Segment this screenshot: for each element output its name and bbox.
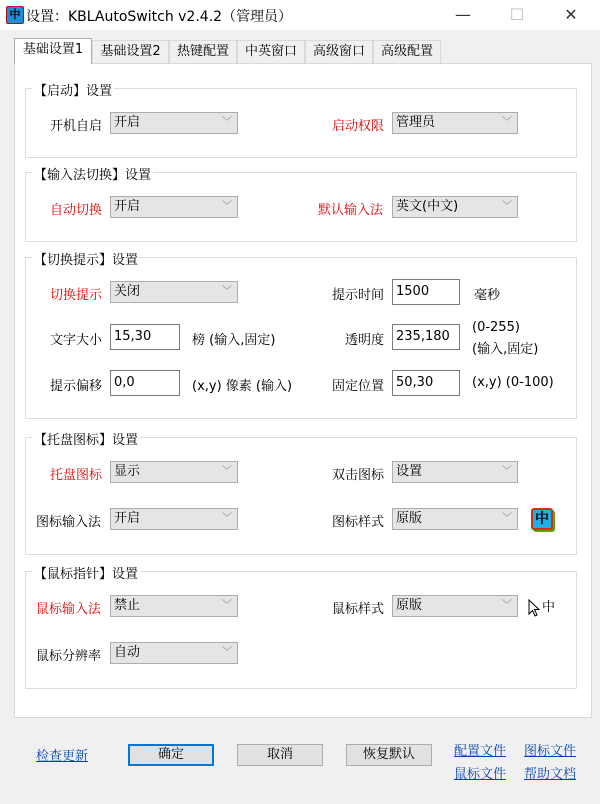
mouse-ime-select[interactable]: 禁止 ﹀ bbox=[110, 595, 238, 617]
help-doc-link[interactable]: 帮助文档 bbox=[524, 767, 577, 782]
reset-button[interactable]: 恢复默认 bbox=[346, 744, 432, 766]
check-update-link[interactable]: 检查更新 bbox=[36, 749, 89, 764]
icon-style-select[interactable]: 原版 ﹀ bbox=[392, 508, 518, 530]
icon-ime-select[interactable]: 开启 ﹀ bbox=[110, 508, 238, 530]
font-size-input[interactable]: 15,30 bbox=[110, 324, 180, 350]
chevron-down-icon: ﹀ bbox=[502, 513, 512, 524]
cursor-preview: 中 bbox=[528, 596, 555, 617]
chevron-down-icon: ﹀ bbox=[222, 466, 232, 477]
chevron-down-icon: ﹀ bbox=[222, 513, 232, 524]
tab-cn-en-window[interactable]: 中英窗口 bbox=[237, 40, 305, 63]
minimize-button[interactable]: — bbox=[455, 5, 471, 24]
dblclick-select[interactable]: 设置 ﹀ bbox=[392, 461, 518, 483]
autostart-select[interactable]: 开启 ﹀ bbox=[110, 112, 238, 134]
mouse-style-label: 鼠标样式 bbox=[332, 602, 385, 617]
mouse-res-select[interactable]: 自动 ﹀ bbox=[110, 642, 238, 664]
maximize-button[interactable]: ☐ bbox=[509, 5, 525, 24]
fixed-pos-label: 固定位置 bbox=[332, 379, 385, 394]
opacity-input[interactable]: 235,180 bbox=[392, 324, 460, 350]
title-bar bbox=[0, 0, 600, 30]
opacity-mode-hint: (输入,固定) bbox=[472, 342, 539, 357]
app-icon: 中 bbox=[6, 6, 24, 24]
cursor-arrow-icon bbox=[528, 599, 542, 617]
cancel-button[interactable]: 取消 bbox=[237, 744, 323, 766]
tab-advanced-window[interactable]: 高级窗口 bbox=[305, 40, 373, 63]
chevron-down-icon: ﹀ bbox=[502, 466, 512, 477]
icon-file-link[interactable]: 图标文件 bbox=[524, 744, 577, 759]
chevron-down-icon: ﹀ bbox=[222, 600, 232, 611]
ok-button[interactable]: 确定 bbox=[128, 744, 214, 766]
fixed-pos-input[interactable]: 50,30 bbox=[392, 370, 460, 396]
chevron-down-icon: ﹀ bbox=[502, 201, 512, 212]
mouse-res-label: 鼠标分辨率 bbox=[36, 649, 102, 664]
tip-time-unit: 毫秒 bbox=[474, 288, 501, 303]
autoswitch-select[interactable]: 开启 ﹀ bbox=[110, 196, 238, 218]
config-file-link[interactable]: 配置文件 bbox=[454, 744, 507, 759]
opacity-range-hint: (0-255) bbox=[472, 320, 520, 335]
tab-basic2[interactable]: 基础设置2 bbox=[92, 40, 169, 63]
icon-style-label: 图标样式 bbox=[332, 515, 385, 530]
group-startup bbox=[25, 84, 577, 158]
tip-time-label: 提示时间 bbox=[332, 288, 385, 303]
chevron-down-icon: ﹀ bbox=[222, 201, 232, 212]
mouse-style-select[interactable]: 原版 ﹀ bbox=[392, 595, 518, 617]
tab-advanced-config[interactable]: 高级配置 bbox=[373, 40, 441, 63]
chevron-down-icon: ﹀ bbox=[222, 286, 232, 297]
group-tray-icon bbox=[25, 433, 577, 555]
tip-label: 切换提示 bbox=[50, 288, 103, 303]
tray-select[interactable]: 显示 ﹀ bbox=[110, 461, 238, 483]
group-mouse-pointer bbox=[25, 567, 577, 689]
group-title: 【托盘图标】设置 bbox=[32, 429, 140, 448]
group-title: 【切换提示】设置 bbox=[32, 249, 140, 268]
chevron-down-icon: ﹀ bbox=[502, 600, 512, 611]
fixed-pos-hint: (x,y) (0-100) bbox=[472, 375, 554, 390]
tab-hotkeys[interactable]: 热键配置 bbox=[169, 40, 237, 63]
chevron-down-icon: ﹀ bbox=[222, 117, 232, 128]
privilege-select[interactable]: 管理员 ﹀ bbox=[392, 112, 518, 134]
chevron-down-icon: ﹀ bbox=[222, 647, 232, 658]
chevron-down-icon: ﹀ bbox=[502, 117, 512, 128]
autostart-label: 开机自启 bbox=[50, 119, 103, 134]
tip-time-input[interactable]: 1500 bbox=[392, 279, 460, 305]
offset-input[interactable]: 0,0 bbox=[110, 370, 180, 396]
default-ime-select[interactable]: 英文(中文) ﹀ bbox=[392, 196, 518, 218]
font-size-hint: 榜 (输入,固定) bbox=[192, 333, 276, 348]
tab-basic1[interactable]: 基础设置1 bbox=[14, 38, 92, 64]
autoswitch-label: 自动切换 bbox=[50, 203, 103, 218]
tray-icon-preview: 中 bbox=[531, 508, 553, 530]
offset-hint: (x,y) 像素 (输入) bbox=[192, 379, 293, 394]
icon-ime-label: 图标输入法 bbox=[36, 515, 102, 530]
mouse-ime-label: 鼠标输入法 bbox=[36, 602, 102, 617]
offset-label: 提示偏移 bbox=[50, 379, 103, 394]
settings-panel bbox=[14, 63, 592, 718]
group-title: 【启动】设置 bbox=[32, 80, 114, 99]
group-title: 【鼠标指针】设置 bbox=[32, 563, 140, 582]
group-switch-tip bbox=[25, 253, 577, 419]
tip-select[interactable]: 关闭 ﹀ bbox=[110, 281, 238, 303]
window-title: 设置：KBLAutoSwitch v2.4.2（管理员） bbox=[26, 9, 293, 25]
dblclick-label: 双击图标 bbox=[332, 468, 385, 483]
opacity-label: 透明度 bbox=[345, 333, 385, 348]
group-ime-switch bbox=[25, 168, 577, 242]
group-title: 【输入法切换】设置 bbox=[32, 164, 153, 183]
tray-label: 托盘图标 bbox=[50, 468, 103, 483]
mouse-file-link[interactable]: 鼠标文件 bbox=[454, 767, 507, 782]
close-button[interactable]: ✕ bbox=[564, 5, 578, 24]
font-size-label: 文字大小 bbox=[50, 333, 103, 348]
default-ime-label: 默认输入法 bbox=[318, 203, 384, 218]
privilege-label: 启动权限 bbox=[332, 119, 385, 134]
